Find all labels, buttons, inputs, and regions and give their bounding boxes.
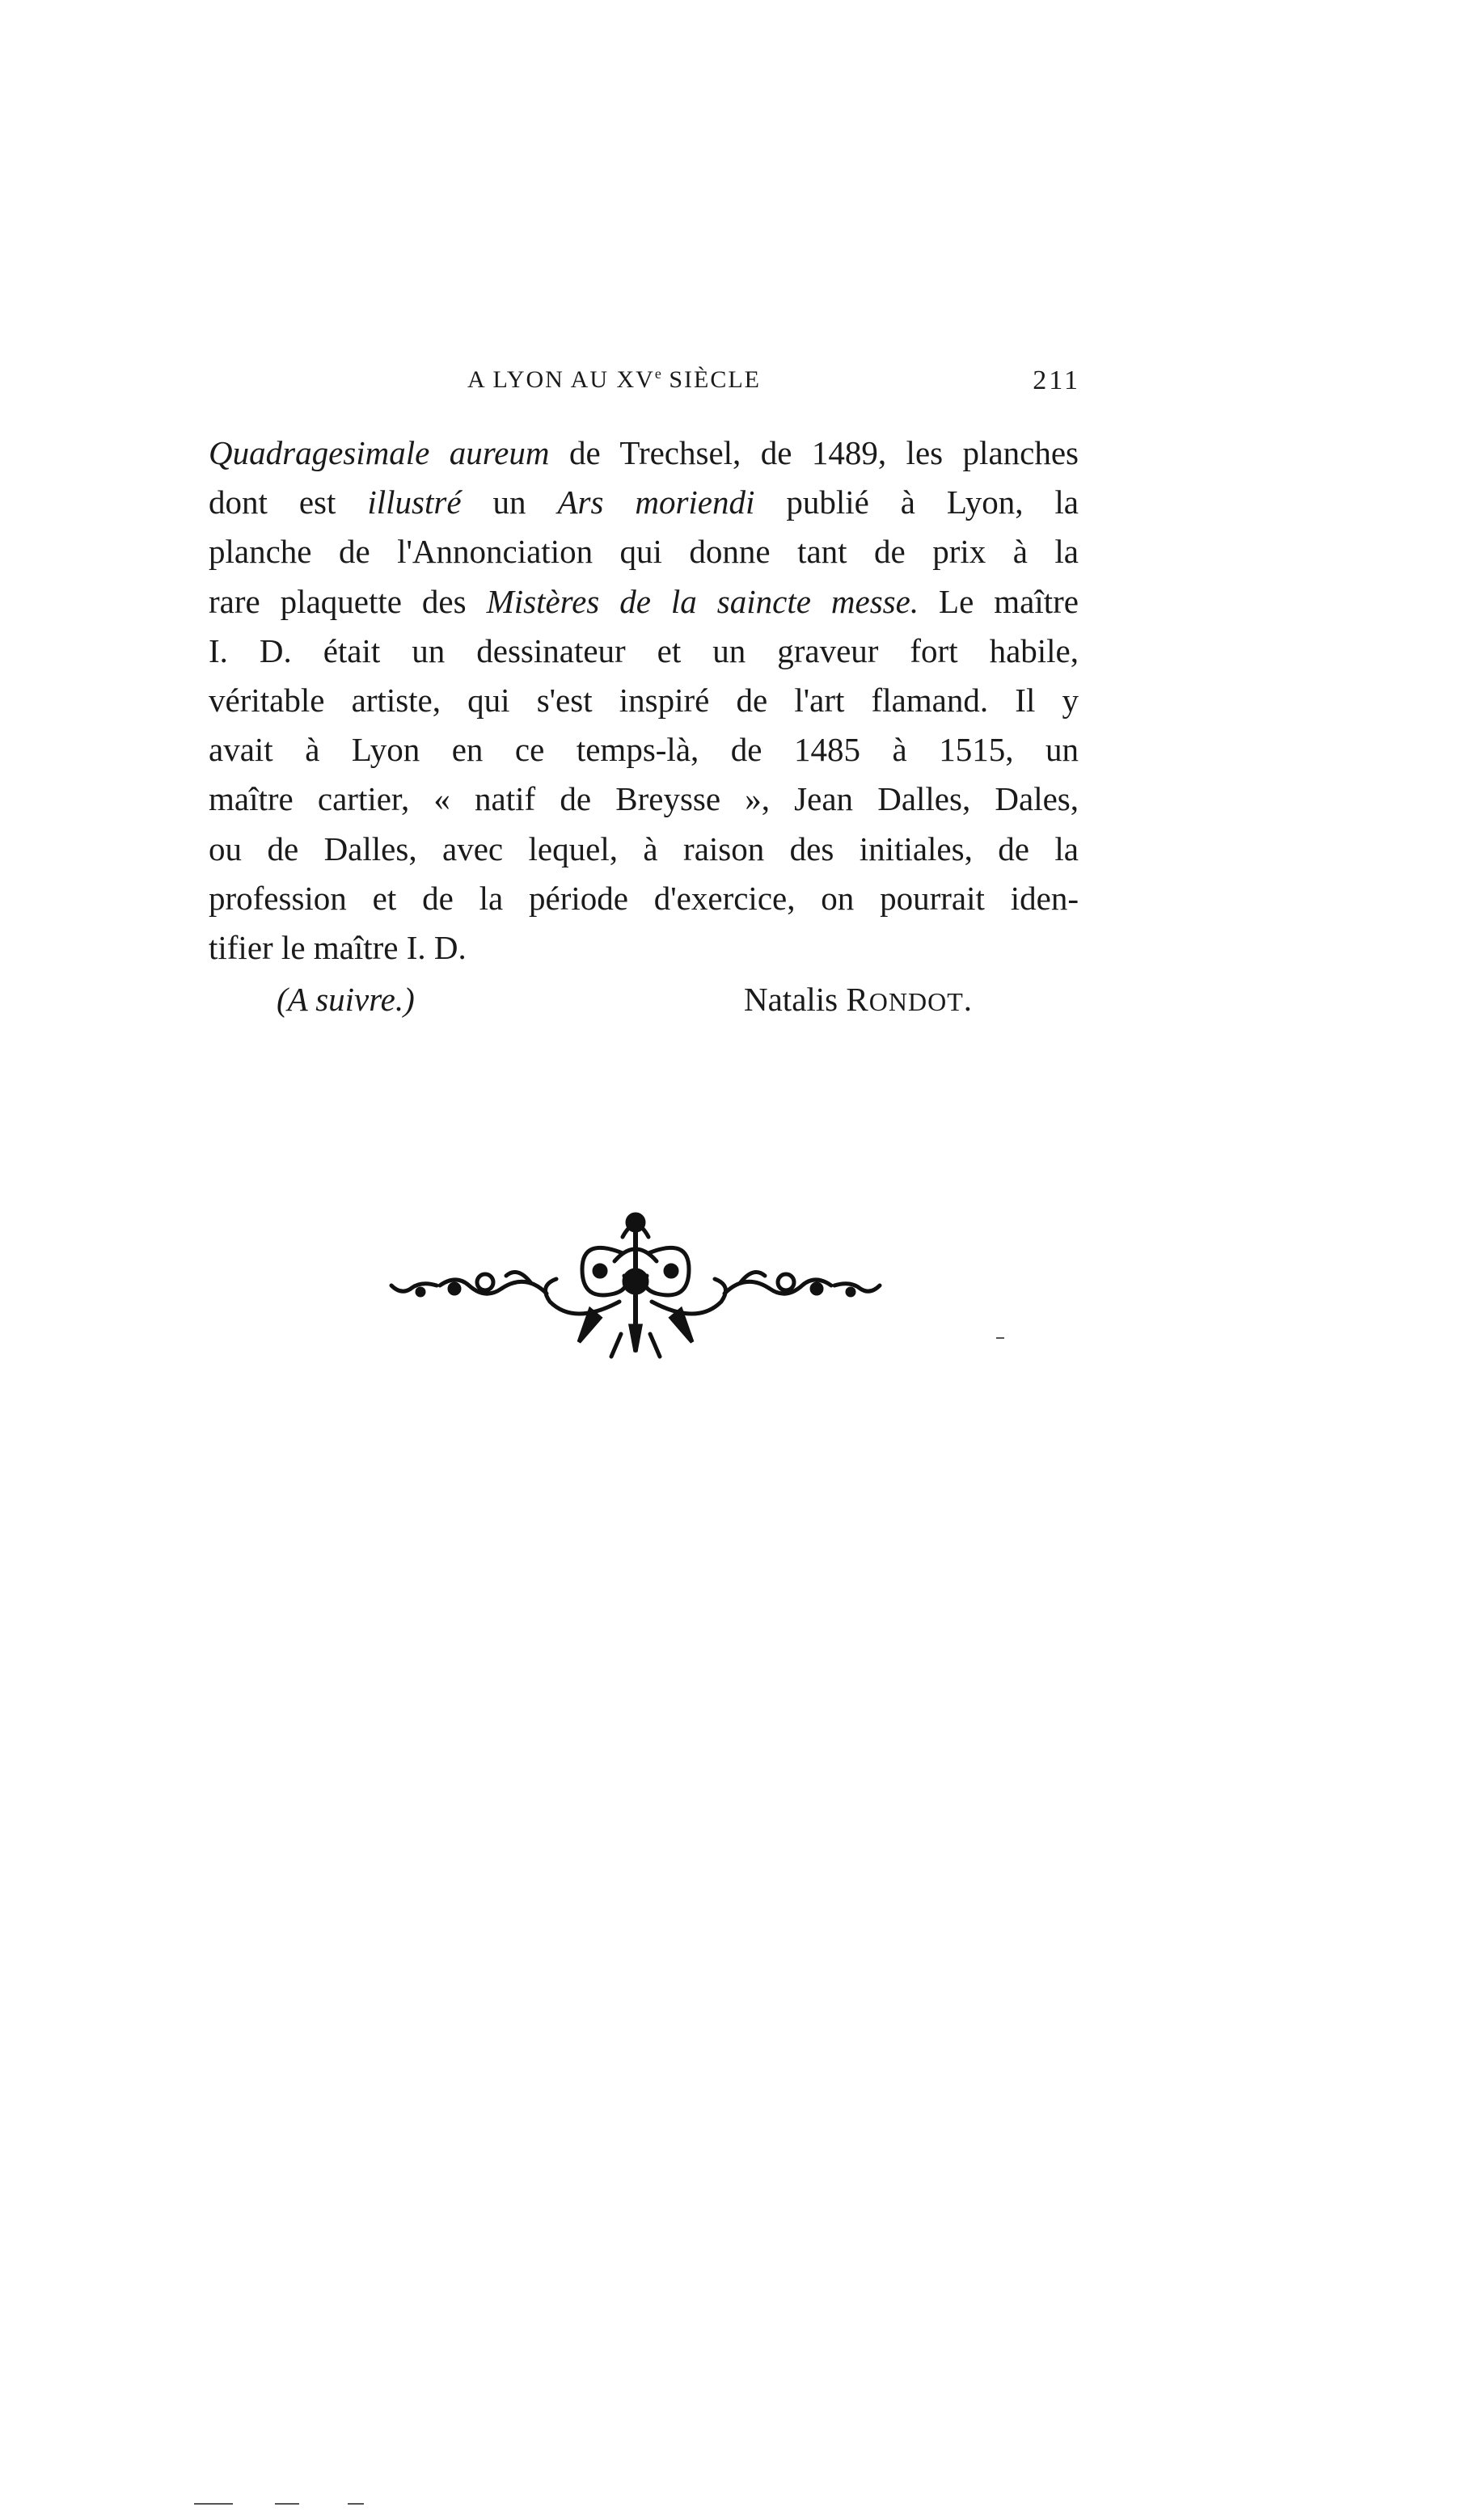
author-signature: Natalis RONDOT. — [744, 981, 972, 1018]
closing-line — [0, 980, 1470, 1032]
running-head-title: A LYON AU XVe SIÈCLE — [467, 365, 762, 393]
text-run: dont est — [209, 483, 368, 521]
stray-mark — [275, 2503, 299, 2505]
text-run: publié à Lyon, la — [754, 483, 1079, 521]
text-run: rare plaquette des — [209, 582, 487, 620]
fleuron-tailpiece-icon — [388, 1205, 883, 1366]
text-run: Le maître — [919, 582, 1079, 620]
stray-mark — [996, 1337, 1004, 1339]
text-line — [209, 627, 1079, 676]
italic-title: illustré — [367, 483, 462, 521]
text-run: un — [461, 483, 558, 521]
text-line — [209, 825, 1079, 874]
text-line — [209, 775, 1079, 824]
text-run: planche de l'Annonciation qui donne tant de prix à la — [209, 533, 1079, 571]
text-run: profession et de la période d'exercice, on pourrait iden- — [209, 879, 1079, 917]
text-run: maître cartier, « natif de Breysse », Jean Dalles, Dales, — [209, 780, 1079, 818]
italic-title: Mistères de la saincte messe. — [486, 582, 919, 620]
text-line — [209, 676, 1079, 725]
text-run: tifier le maître I. D. — [209, 928, 467, 966]
italic-title: Quadragesimale aureum — [209, 434, 550, 471]
page-number: 211 — [1033, 365, 1080, 395]
text-run: ou de Dalles, avec lequel, à raison des initiales, de la — [209, 829, 1079, 867]
stray-mark — [348, 2503, 364, 2505]
text-run: I. D. était un dessinateur et un graveur fort habile, — [209, 631, 1079, 669]
text-line — [209, 725, 1079, 775]
italic-title: Ars moriendi — [557, 483, 755, 521]
text-line — [209, 428, 1079, 478]
running-head — [207, 365, 1080, 406]
continuation-note: (A suivre.) — [277, 981, 415, 1018]
text-line — [209, 527, 1079, 576]
text-line — [209, 874, 1079, 923]
text-line — [209, 923, 1079, 973]
text-run: véritable artiste, qui s'est inspiré de l'art flamand. Il y — [209, 681, 1079, 719]
stray-mark — [194, 2503, 233, 2505]
text-line — [209, 577, 1079, 627]
author-surname: RONDOT — [846, 981, 964, 1018]
body-paragraph — [209, 428, 1079, 973]
text-run: de Trechsel, de 1489, les planches — [549, 434, 1079, 471]
text-run: avait à Lyon en ce temps-là, de 1485 à 1515, un — [209, 731, 1079, 769]
text-line — [209, 478, 1079, 527]
